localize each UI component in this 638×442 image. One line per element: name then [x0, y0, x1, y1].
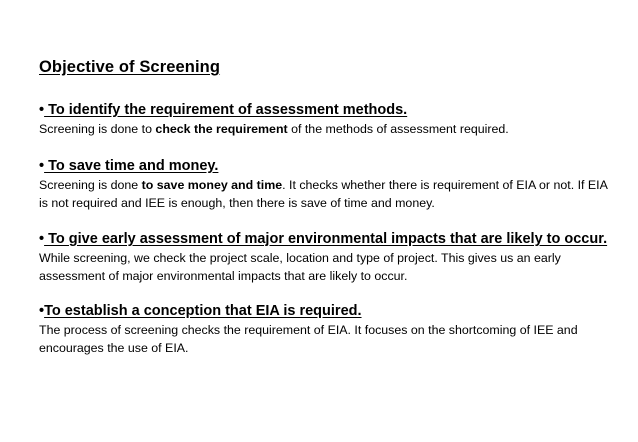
objective-section-2: [39, 157, 609, 212]
objective-heading: [39, 302, 609, 320]
description-text: . It checks whether there is requirement of EIA or not. If EIA is not required and IEE is enough, then there is save of time and money.: [39, 178, 608, 210]
page-title: Objective of Screening: [39, 58, 221, 76]
description-text: Screening is done to: [39, 122, 156, 136]
objective-description: The process of screening checks the requirement of EIA. It focuses on the shortcoming of IEE and encourages the use of EIA.: [39, 323, 578, 355]
objective-description: [39, 176, 609, 212]
objective-heading-text: To establish a conception that EIA is required.: [44, 303, 362, 319]
description-emphasis: to save money and time: [141, 178, 283, 192]
objective-heading-text: To save time and money.: [44, 158, 219, 174]
objective-heading-text: To identify the requirement of assessment methods.: [44, 102, 408, 118]
bullet: •: [39, 303, 45, 319]
objective-section-4: [39, 302, 609, 357]
objective-heading: [39, 101, 609, 119]
objective-section-3: [39, 230, 609, 285]
bullet: •: [39, 231, 45, 247]
objective-heading: [39, 230, 609, 248]
objective-heading-text: To give early assessment of major environmental impacts that are likely to occur.: [44, 231, 608, 247]
objective-section-1: [39, 101, 609, 138]
objective-description: [39, 120, 609, 138]
objective-heading: [39, 157, 609, 175]
bullet: •: [39, 158, 45, 174]
objective-description: While screening, we check the project scale, location and type of project. This gives us an early assessment of major environmental impacts that are likely to occur.: [39, 251, 561, 283]
description-text: of the methods of assessment required.: [287, 122, 509, 136]
description-text: Screening is done: [39, 178, 142, 192]
bullet: •: [39, 102, 45, 118]
description-emphasis: check the requirement: [155, 122, 288, 136]
